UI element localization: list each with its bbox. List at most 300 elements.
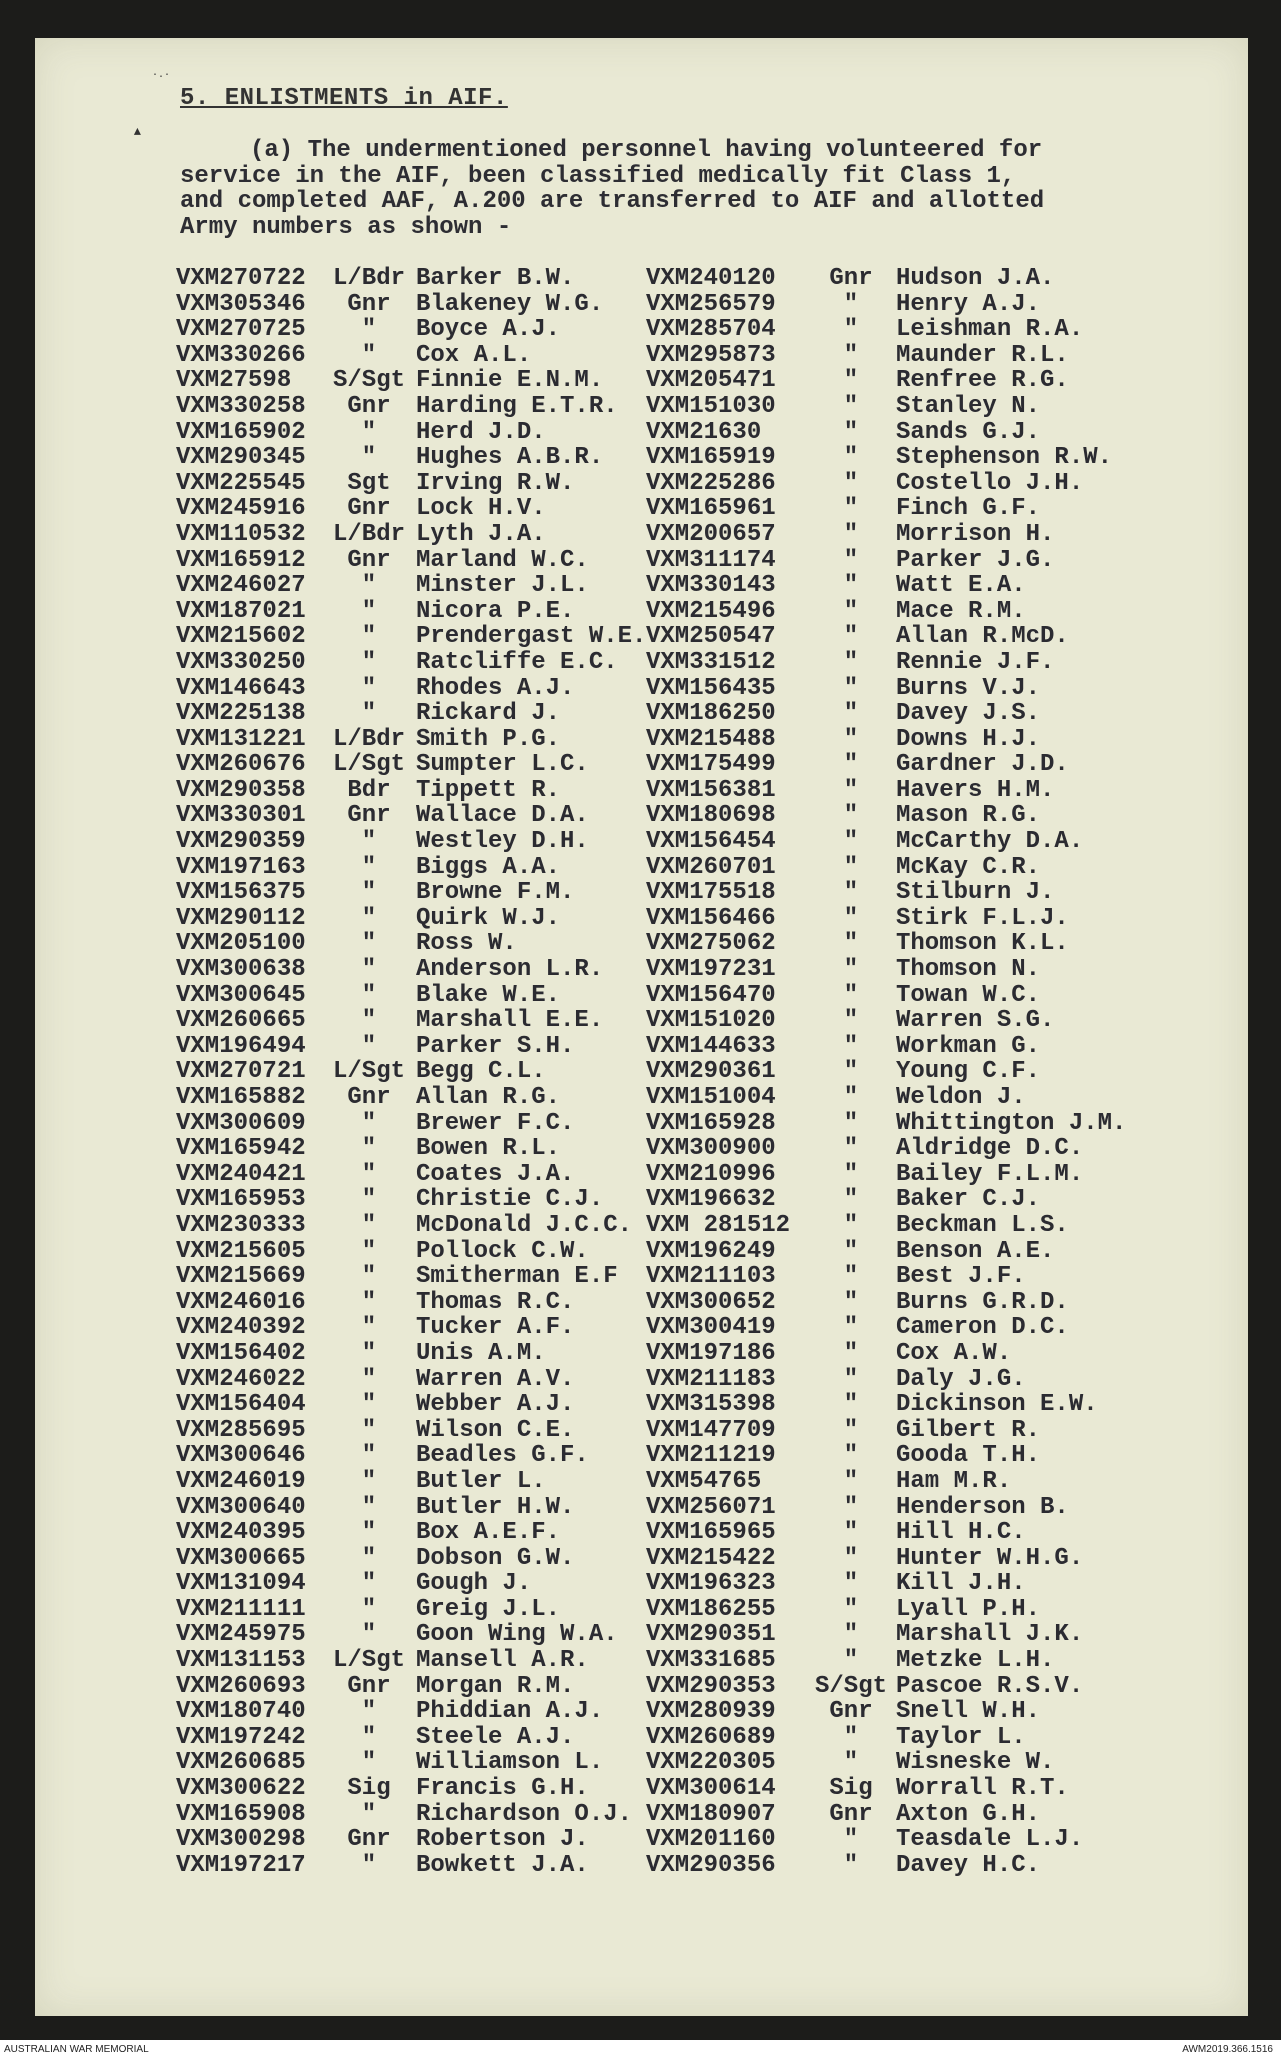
army-number-left: VXM330250 bbox=[176, 648, 306, 676]
rank-right: " bbox=[843, 1442, 859, 1470]
name-left: Butler H.W. bbox=[416, 1493, 575, 1521]
table-row bbox=[176, 599, 1186, 625]
army-number-right: VXM256071 bbox=[646, 1493, 776, 1521]
rank-right: " bbox=[843, 1621, 859, 1649]
army-number-left: VXM131094 bbox=[176, 1570, 306, 1598]
army-number-right: VXM156466 bbox=[646, 904, 776, 932]
army-number-left: VXM290112 bbox=[176, 904, 306, 932]
rank-right: " bbox=[843, 1416, 859, 1444]
army-number-left: VXM131153 bbox=[176, 1647, 306, 1675]
name-left: Cox A.L. bbox=[416, 341, 532, 369]
rank-left: " bbox=[361, 828, 377, 856]
rank-left: Gnr bbox=[347, 1084, 391, 1111]
army-number-right: VXM201160 bbox=[646, 1826, 776, 1854]
name-right: Rennie J.F. bbox=[896, 648, 1055, 676]
name-right: Stirk F.L.J. bbox=[896, 904, 1069, 932]
name-left: Greig J.L. bbox=[416, 1595, 561, 1623]
rank-right: " bbox=[843, 444, 859, 472]
rank-right: " bbox=[843, 1570, 859, 1598]
name-right: Metzke L.H. bbox=[896, 1647, 1055, 1675]
rank-right: " bbox=[843, 1467, 859, 1495]
name-left: Begg C.L. bbox=[416, 1058, 546, 1086]
army-number-right: VXM331685 bbox=[646, 1647, 776, 1675]
table-row bbox=[176, 727, 1186, 753]
army-number-left: VXM156404 bbox=[176, 1391, 306, 1419]
army-number-left: VXM270722 bbox=[176, 265, 306, 292]
name-right: Burns G.R.D. bbox=[896, 1288, 1069, 1316]
army-number-left: VXM260665 bbox=[176, 1007, 306, 1035]
name-right: Mace R.M. bbox=[896, 597, 1026, 625]
name-left: Steele A.J. bbox=[416, 1723, 575, 1751]
army-number-right: VXM197231 bbox=[646, 956, 776, 984]
army-number-right: VXM260701 bbox=[646, 853, 776, 881]
table-row bbox=[176, 1776, 1186, 1802]
table-row bbox=[176, 548, 1186, 574]
paragraph-line: (a) The undermentioned personnel having volunteered for bbox=[250, 137, 1043, 164]
rank-right: " bbox=[843, 648, 859, 676]
table-row bbox=[176, 1597, 1186, 1623]
name-left: Box A.E.F. bbox=[416, 1519, 561, 1547]
table-row bbox=[176, 1008, 1186, 1034]
rank-left: " bbox=[361, 1109, 377, 1137]
enlistment-table bbox=[176, 266, 1186, 1878]
rank-left: " bbox=[361, 1211, 377, 1239]
rank-left: " bbox=[361, 1263, 377, 1291]
army-number-left: VXM300622 bbox=[176, 1775, 306, 1803]
table-row bbox=[176, 1802, 1186, 1828]
rank-right: " bbox=[843, 1851, 859, 1879]
rank-right: Gnr bbox=[829, 265, 873, 292]
table-row bbox=[176, 394, 1186, 420]
name-right: Bailey F.L.M. bbox=[896, 1160, 1084, 1188]
name-left: Blake W.E. bbox=[416, 981, 561, 1009]
rank-left: " bbox=[361, 648, 377, 676]
footer-credit: AUSTRALIAN WAR MEMORIAL bbox=[4, 2044, 149, 2055]
table-row bbox=[176, 317, 1186, 343]
army-number-left: VXM245916 bbox=[176, 495, 306, 523]
name-right: Snell W.H. bbox=[896, 1698, 1041, 1726]
army-number-right: VXM196632 bbox=[646, 1186, 776, 1214]
name-right: Burns V.J. bbox=[896, 674, 1041, 702]
table-row bbox=[176, 420, 1186, 446]
name-right: Workman G. bbox=[896, 1032, 1041, 1060]
army-number-left: VXM300638 bbox=[176, 956, 306, 984]
name-left: Lyth J.A. bbox=[416, 520, 546, 548]
rank-right: " bbox=[843, 1058, 859, 1086]
table-row bbox=[176, 701, 1186, 727]
name-right: Morrison H. bbox=[896, 520, 1055, 548]
name-right: Baker C.J. bbox=[896, 1186, 1041, 1214]
table-row bbox=[176, 829, 1186, 855]
army-number-right: VXM290353 bbox=[646, 1672, 776, 1700]
rank-left: " bbox=[361, 1442, 377, 1470]
army-number-left: VXM270721 bbox=[176, 1058, 306, 1086]
army-number-right: VXM165965 bbox=[646, 1519, 776, 1547]
rank-right: " bbox=[843, 828, 859, 856]
table-row bbox=[176, 1315, 1186, 1341]
army-number-left: VXM246019 bbox=[176, 1467, 306, 1495]
army-number-left: VXM156402 bbox=[176, 1339, 306, 1367]
rank-right: " bbox=[843, 879, 859, 907]
rank-left: " bbox=[361, 1416, 377, 1444]
rank-right: " bbox=[843, 418, 859, 446]
army-number-left: VXM305346 bbox=[176, 290, 306, 318]
table-row bbox=[176, 1239, 1186, 1265]
rank-right: " bbox=[843, 1109, 859, 1137]
rank-left: " bbox=[361, 1160, 377, 1188]
intro-paragraph bbox=[180, 138, 1180, 240]
table-row bbox=[176, 778, 1186, 804]
rank-left: " bbox=[361, 623, 377, 651]
army-number-right: VXM197186 bbox=[646, 1339, 776, 1367]
section-heading: 5. ENLISTMENTS in AIF. bbox=[180, 85, 508, 112]
army-number-left: VXM110532 bbox=[176, 520, 306, 548]
army-number-right: VXM211219 bbox=[646, 1442, 776, 1470]
rank-right: " bbox=[843, 1339, 859, 1367]
name-right: Axton G.H. bbox=[896, 1800, 1041, 1828]
army-number-left: VXM290358 bbox=[176, 776, 306, 804]
rank-left: " bbox=[361, 1186, 377, 1214]
rank-right: " bbox=[843, 1595, 859, 1623]
name-right: Henderson B. bbox=[896, 1493, 1069, 1521]
army-number-right: VXM147709 bbox=[646, 1416, 776, 1444]
army-number-right: VXM300614 bbox=[646, 1775, 776, 1803]
rank-right: " bbox=[843, 1263, 859, 1291]
rank-right: " bbox=[843, 700, 859, 728]
rank-right: " bbox=[843, 981, 859, 1009]
table-row bbox=[176, 957, 1186, 983]
name-left: Goon Wing W.A. bbox=[416, 1621, 618, 1649]
rank-right: " bbox=[843, 1519, 859, 1547]
army-number-right: VXM165961 bbox=[646, 495, 776, 523]
name-right: Cameron D.C. bbox=[896, 1314, 1069, 1342]
rank-right: " bbox=[843, 1007, 859, 1035]
army-number-right: VXM156435 bbox=[646, 674, 776, 702]
rank-right: " bbox=[843, 546, 859, 574]
table-row bbox=[176, 343, 1186, 369]
army-number-left: VXM285695 bbox=[176, 1416, 306, 1444]
rank-right: " bbox=[843, 904, 859, 932]
army-number-left: VXM300665 bbox=[176, 1544, 306, 1572]
table-row bbox=[176, 1367, 1186, 1393]
table-row bbox=[176, 906, 1186, 932]
rank-left: " bbox=[361, 316, 377, 344]
rank-left: Gnr bbox=[347, 1826, 391, 1854]
army-number-right: VXM196323 bbox=[646, 1570, 776, 1598]
table-row bbox=[176, 676, 1186, 702]
name-right: McCarthy D.A. bbox=[896, 828, 1084, 856]
rank-right: S/Sgt bbox=[814, 1672, 887, 1700]
army-number-left: VXM330258 bbox=[176, 392, 306, 420]
name-left: Christie C.J. bbox=[416, 1186, 604, 1214]
name-left: Blakeney W.G. bbox=[416, 290, 604, 318]
name-left: Butler L. bbox=[416, 1467, 546, 1495]
table-row bbox=[176, 1469, 1186, 1495]
name-left: Hughes A.B.R. bbox=[416, 444, 604, 472]
table-row bbox=[176, 292, 1186, 318]
name-left: Francis G.H. bbox=[416, 1775, 589, 1803]
name-right: Whittington J.M. bbox=[896, 1109, 1127, 1137]
rank-left: " bbox=[361, 1135, 377, 1163]
army-number-right: VXM165919 bbox=[646, 444, 776, 472]
table-row bbox=[176, 573, 1186, 599]
name-right: Benson A.E. bbox=[896, 1237, 1055, 1265]
name-right: Towan W.C. bbox=[896, 981, 1041, 1009]
army-number-right: VXM260689 bbox=[646, 1723, 776, 1751]
name-left: Webber A.J. bbox=[416, 1391, 575, 1419]
name-right: Gardner J.D. bbox=[896, 751, 1069, 779]
name-left: Irving R.W. bbox=[416, 469, 575, 497]
name-left: Ratcliffe E.C. bbox=[416, 648, 618, 676]
name-right: Taylor L. bbox=[896, 1723, 1026, 1751]
rank-right: " bbox=[843, 341, 859, 369]
table-row bbox=[176, 855, 1186, 881]
name-left: Coates J.A. bbox=[416, 1160, 575, 1188]
table-row bbox=[176, 983, 1186, 1009]
name-right: Ham M.R. bbox=[896, 1467, 1012, 1495]
army-number-left: VXM260685 bbox=[176, 1749, 306, 1777]
rank-left: " bbox=[361, 1698, 377, 1726]
army-number-right: VXM250547 bbox=[646, 623, 776, 651]
name-left: Anderson L.R. bbox=[416, 956, 604, 984]
name-right: Downs H.J. bbox=[896, 725, 1041, 753]
name-left: Ross W. bbox=[416, 930, 517, 958]
rank-left: Gnr bbox=[347, 1672, 391, 1700]
army-number-right: VXM220305 bbox=[646, 1749, 776, 1777]
name-right: Henry A.J. bbox=[896, 290, 1041, 318]
rank-left: " bbox=[361, 444, 377, 472]
army-number-right: VXM210996 bbox=[646, 1160, 776, 1188]
rank-left: " bbox=[361, 341, 377, 369]
name-right: Worrall R.T. bbox=[896, 1775, 1069, 1803]
table-row bbox=[176, 1418, 1186, 1444]
army-number-left: VXM246027 bbox=[176, 572, 306, 600]
name-right: Cox A.W. bbox=[896, 1339, 1012, 1367]
table-row bbox=[176, 1827, 1186, 1853]
rank-left: " bbox=[361, 1467, 377, 1495]
army-number-left: VXM330301 bbox=[176, 802, 306, 830]
rank-right: " bbox=[843, 1544, 859, 1572]
name-left: Wallace D.A. bbox=[416, 802, 589, 830]
rank-left: L/Bdr bbox=[332, 265, 405, 292]
rank-right: " bbox=[843, 316, 859, 344]
army-number-right: VXM215496 bbox=[646, 597, 776, 625]
army-number-left: VXM196494 bbox=[176, 1032, 306, 1060]
rank-left: L/Bdr bbox=[332, 520, 405, 548]
rank-left: " bbox=[361, 1621, 377, 1649]
name-right: Thomson K.L. bbox=[896, 930, 1069, 958]
army-number-right: VXM285704 bbox=[646, 316, 776, 344]
rank-right: " bbox=[843, 1314, 859, 1342]
name-left: Quirk W.J. bbox=[416, 904, 561, 932]
name-left: Warren A.V. bbox=[416, 1365, 575, 1393]
army-number-left: VXM300645 bbox=[176, 981, 306, 1009]
army-number-right: VXM205471 bbox=[646, 367, 776, 395]
name-left: Browne F.M. bbox=[416, 879, 575, 907]
table-row bbox=[176, 368, 1186, 394]
army-number-right: VXM225286 bbox=[646, 469, 776, 497]
army-number-left: VXM240395 bbox=[176, 1519, 306, 1547]
army-number-right: VXM256579 bbox=[646, 290, 776, 318]
army-number-right: VXM215422 bbox=[646, 1544, 776, 1572]
name-left: McDonald J.C.C. bbox=[416, 1211, 633, 1239]
rank-right: Sig bbox=[829, 1775, 873, 1803]
name-right: Kill J.H. bbox=[896, 1570, 1026, 1598]
rank-right: " bbox=[843, 751, 859, 779]
army-number-left: VXM197163 bbox=[176, 853, 306, 881]
name-right: Maunder R.L. bbox=[896, 341, 1069, 369]
name-left: Phiddian A.J. bbox=[416, 1698, 604, 1726]
army-number-left: VXM246022 bbox=[176, 1365, 306, 1393]
name-right: Stanley N. bbox=[896, 392, 1041, 420]
name-right: Aldridge D.C. bbox=[896, 1135, 1084, 1163]
rank-left: " bbox=[361, 956, 377, 984]
army-number-left: VXM165902 bbox=[176, 418, 306, 446]
name-right: Parker J.G. bbox=[896, 546, 1055, 574]
rank-left: " bbox=[361, 879, 377, 907]
table-row bbox=[176, 1853, 1186, 1879]
army-number-left: VXM165908 bbox=[176, 1800, 306, 1828]
army-number-left: VXM300609 bbox=[176, 1109, 306, 1137]
table-row bbox=[176, 880, 1186, 906]
rank-left: Sig bbox=[347, 1775, 391, 1803]
footer-reference: AWM2019.366.1516 bbox=[1182, 2044, 1273, 2055]
army-number-left: VXM300640 bbox=[176, 1493, 306, 1521]
name-left: Minster J.L. bbox=[416, 572, 589, 600]
name-left: Smitherman E.F bbox=[416, 1263, 618, 1291]
table-row bbox=[176, 522, 1186, 548]
rank-right: " bbox=[843, 674, 859, 702]
rank-right: " bbox=[843, 1723, 859, 1751]
army-number-right: VXM295873 bbox=[646, 341, 776, 369]
name-right: Leishman R.A. bbox=[896, 316, 1084, 344]
name-left: Barker B.W. bbox=[416, 265, 575, 292]
name-right: Watt E.A. bbox=[896, 572, 1026, 600]
rank-left: Gnr bbox=[347, 495, 391, 523]
name-left: Bowkett J.A. bbox=[416, 1851, 589, 1879]
army-number-left: VXM260676 bbox=[176, 751, 306, 779]
army-number-left: VXM225545 bbox=[176, 469, 306, 497]
table-row bbox=[176, 650, 1186, 676]
army-number-right: VXM240120 bbox=[646, 265, 776, 292]
ink-speck: ·.· bbox=[152, 70, 171, 81]
name-right: Pascoe R.S.V. bbox=[896, 1672, 1084, 1700]
table-row bbox=[176, 1162, 1186, 1188]
table-row bbox=[176, 1341, 1186, 1367]
name-left: Allan R.G. bbox=[416, 1084, 561, 1111]
table-row bbox=[176, 1750, 1186, 1776]
rank-right: " bbox=[843, 1135, 859, 1163]
rank-right: " bbox=[843, 776, 859, 804]
name-left: Dobson G.W. bbox=[416, 1544, 575, 1572]
name-left: Brewer F.C. bbox=[416, 1109, 575, 1137]
rank-left: L/Sgt bbox=[332, 751, 405, 779]
army-number-right: VXM186255 bbox=[646, 1595, 776, 1623]
rank-right: " bbox=[843, 1186, 859, 1214]
army-number-left: VXM246016 bbox=[176, 1288, 306, 1316]
name-left: Bowen R.L. bbox=[416, 1135, 561, 1163]
name-left: Lock H.V. bbox=[416, 495, 546, 523]
army-number-left: VXM156375 bbox=[176, 879, 306, 907]
rank-left: Bdr bbox=[347, 776, 391, 804]
table-row bbox=[176, 1674, 1186, 1700]
name-left: Nicora P.E. bbox=[416, 597, 575, 625]
army-number-right: VXM175518 bbox=[646, 879, 776, 907]
name-right: Daly J.G. bbox=[896, 1365, 1026, 1393]
name-left: Finnie E.N.M. bbox=[416, 367, 604, 395]
name-left: Prendergast W.E. bbox=[416, 623, 647, 651]
name-right: Allan R.McD. bbox=[896, 623, 1069, 651]
name-left: Parker S.H. bbox=[416, 1032, 575, 1060]
name-right: Weldon J. bbox=[896, 1084, 1026, 1111]
army-number-right: VXM290351 bbox=[646, 1621, 776, 1649]
rank-right: " bbox=[843, 572, 859, 600]
rank-right: " bbox=[843, 520, 859, 548]
name-right: Havers H.M. bbox=[896, 776, 1055, 804]
name-right: Teasdale L.J. bbox=[896, 1826, 1084, 1854]
army-number-right: VXM196249 bbox=[646, 1237, 776, 1265]
army-number-left: VXM165882 bbox=[176, 1084, 306, 1111]
army-number-left: VXM270725 bbox=[176, 316, 306, 344]
army-number-left: VXM211111 bbox=[176, 1595, 306, 1623]
name-right: Finch G.F. bbox=[896, 495, 1041, 523]
name-right: Dickinson E.W. bbox=[896, 1391, 1098, 1419]
name-right: Lyall P.H. bbox=[896, 1595, 1041, 1623]
rank-left: Gnr bbox=[347, 290, 391, 318]
army-number-right: VXM331512 bbox=[646, 648, 776, 676]
rank-right: " bbox=[843, 1288, 859, 1316]
table-row bbox=[176, 1648, 1186, 1674]
name-left: Pollock C.W. bbox=[416, 1237, 589, 1265]
army-number-left: VXM215669 bbox=[176, 1263, 306, 1291]
rank-right: " bbox=[843, 725, 859, 753]
name-left: Harding E.T.R. bbox=[416, 392, 618, 420]
rank-left: " bbox=[361, 572, 377, 600]
rank-left: L/Sgt bbox=[332, 1058, 405, 1086]
army-number-right: VXM280939 bbox=[646, 1698, 776, 1726]
rank-right: " bbox=[843, 802, 859, 830]
rank-left: " bbox=[361, 418, 377, 446]
name-left: Marshall E.E. bbox=[416, 1007, 604, 1035]
rank-left: " bbox=[361, 674, 377, 702]
rank-right: " bbox=[843, 930, 859, 958]
army-number-right: VXM144633 bbox=[646, 1032, 776, 1060]
rank-left: " bbox=[361, 930, 377, 958]
army-number-right: VXM211103 bbox=[646, 1263, 776, 1291]
army-number-right: VXM180907 bbox=[646, 1800, 776, 1828]
name-right: Young C.F. bbox=[896, 1058, 1041, 1086]
army-number-right: VXM300419 bbox=[646, 1314, 776, 1342]
army-number-left: VXM300298 bbox=[176, 1826, 306, 1854]
name-right: Best J.F. bbox=[896, 1263, 1026, 1291]
name-left: Marland W.C. bbox=[416, 546, 589, 574]
name-right: Beckman L.S. bbox=[896, 1211, 1069, 1239]
army-number-left: VXM260693 bbox=[176, 1672, 306, 1700]
name-left: Thomas R.C. bbox=[416, 1288, 575, 1316]
army-number-right: VXM290361 bbox=[646, 1058, 776, 1086]
rank-left: " bbox=[361, 1314, 377, 1342]
rank-right: " bbox=[843, 469, 859, 497]
rank-left: " bbox=[361, 700, 377, 728]
army-number-right: VXM151020 bbox=[646, 1007, 776, 1035]
name-right: McKay C.R. bbox=[896, 853, 1041, 881]
rank-left: L/Bdr bbox=[332, 725, 405, 753]
rank-right: " bbox=[843, 1032, 859, 1060]
rank-left: Gnr bbox=[347, 546, 391, 574]
rank-left: " bbox=[361, 981, 377, 1009]
table-row bbox=[176, 1495, 1186, 1521]
table-row bbox=[176, 624, 1186, 650]
